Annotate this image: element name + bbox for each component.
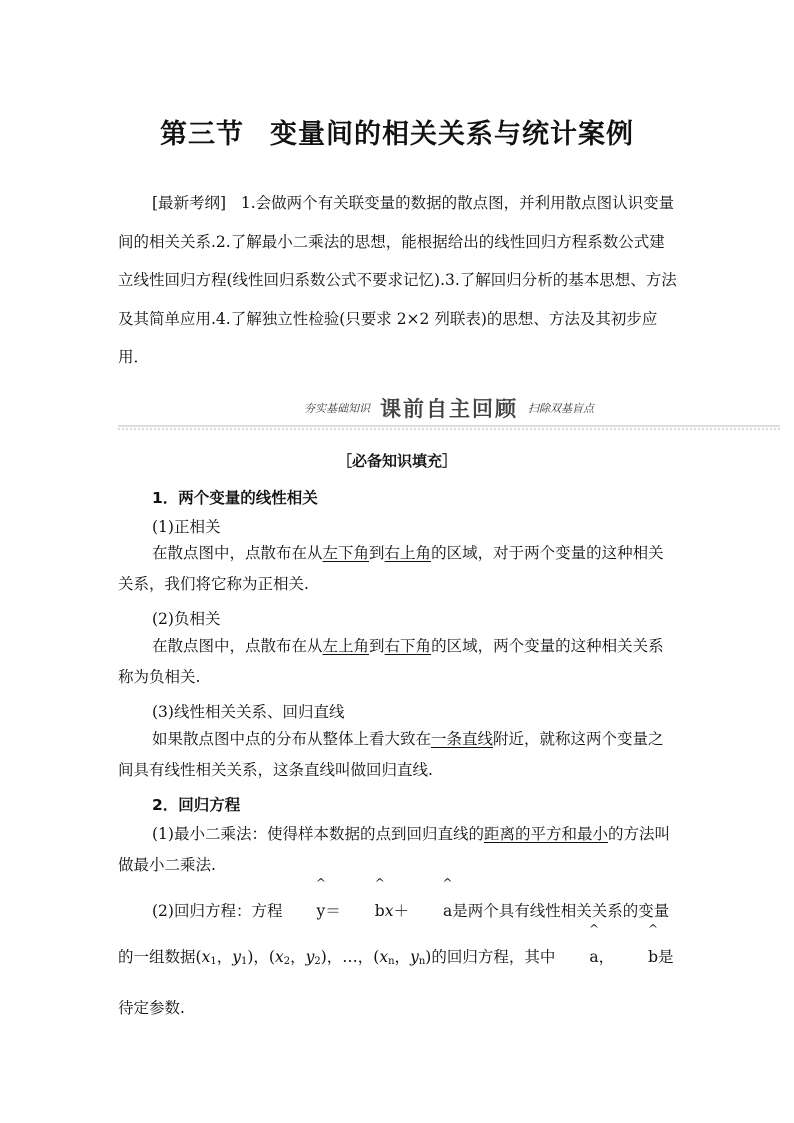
answer-upper-left: 左上角 bbox=[322, 637, 370, 655]
banner-right-text: 扫除双基盲点 bbox=[528, 402, 594, 415]
heading-linear-correlation: 1．两个变量的线性相关 bbox=[152, 489, 318, 507]
a-hat-symbol-2: ^ a bbox=[555, 934, 598, 980]
exam-outline bbox=[118, 184, 678, 377]
section-heading: ［必备知识填充］ bbox=[336, 452, 457, 470]
title-section-number: 第三节 bbox=[160, 119, 244, 150]
page-title bbox=[0, 112, 794, 151]
y-hat-symbol: ^ y bbox=[282, 888, 325, 934]
b-hat-symbol: ^ b bbox=[341, 888, 385, 934]
title-topic: 变量间的相关关系与统计案例 bbox=[270, 119, 634, 150]
outline-label: [最新考纲] bbox=[152, 194, 227, 212]
paragraph-least-squares: (1)最小二乘法：使得样本数据的点到回归直线的距离的平方和最小的方法叫做最小二乘法. bbox=[118, 825, 670, 874]
b-hat-symbol-2: ^ b bbox=[614, 934, 658, 980]
outline-text: 1.会做两个有关联变量的数据的散点图，并利用散点图认识变量间的相关关系.2.了解最小二乘法的思想，能根据给出的线性回归方程系数公式建立线性回归方程(线性回归系数公式不要求记忆).3.了解回归分析的基本思想、方法及其简单应用.4.了解独立性检验(只要求 2×2 列联表)的思想、方法及其初步应用． bbox=[118, 194, 677, 366]
heading-regression-equation: 2．回归方程 bbox=[152, 796, 241, 814]
answer-lower-right: 右下角 bbox=[384, 637, 432, 655]
paragraph-positive: 在散点图中，点散布在从左下角到右上角的区域，对于两个变量的这种相关关系，我们将它称为正相关. bbox=[118, 544, 664, 593]
banner-left-text: 夯实基础知识 bbox=[304, 402, 370, 415]
answer-straight-line: 一条直线 bbox=[431, 730, 494, 748]
a-hat-symbol: ^ a bbox=[409, 888, 452, 934]
section-banner bbox=[118, 392, 780, 432]
subheading-negative: (2)负相关 bbox=[152, 610, 221, 628]
paragraph-negative: 在散点图中，点散布在从左上角到右下角的区域，两个变量的这种相关关系称为负相关. bbox=[118, 637, 664, 686]
paragraph-regression-equation: (2)回归方程：方程^ y＝^ bx＋^ a是两个具有线性相关关系的变量的一组数据($x_1$，$y_1$)，($x_2$，$y_2$)，…，($x_n$，$y_n$)的回归方程，其中^ a，^ b是待定参数. bbox=[118, 888, 678, 1031]
subheading-linear-relation: (3)线性相关关系、回归直线 bbox=[152, 703, 345, 721]
answer-lower-left: 左下角 bbox=[322, 544, 370, 562]
answer-upper-right: 右上角 bbox=[384, 544, 432, 562]
banner-title: 课前自主回顾 bbox=[380, 397, 518, 421]
subheading-positive: (1)正相关 bbox=[152, 518, 221, 536]
paragraph-linear-relation: 如果散点图中点的分布从整体上看大致在一条直线附近，就称这两个变量之间具有线性相关关系，这条直线叫做回归直线. bbox=[118, 730, 664, 779]
banner-divider bbox=[118, 424, 780, 432]
answer-min-squared-distance: 距离的平方和最小 bbox=[483, 825, 608, 843]
